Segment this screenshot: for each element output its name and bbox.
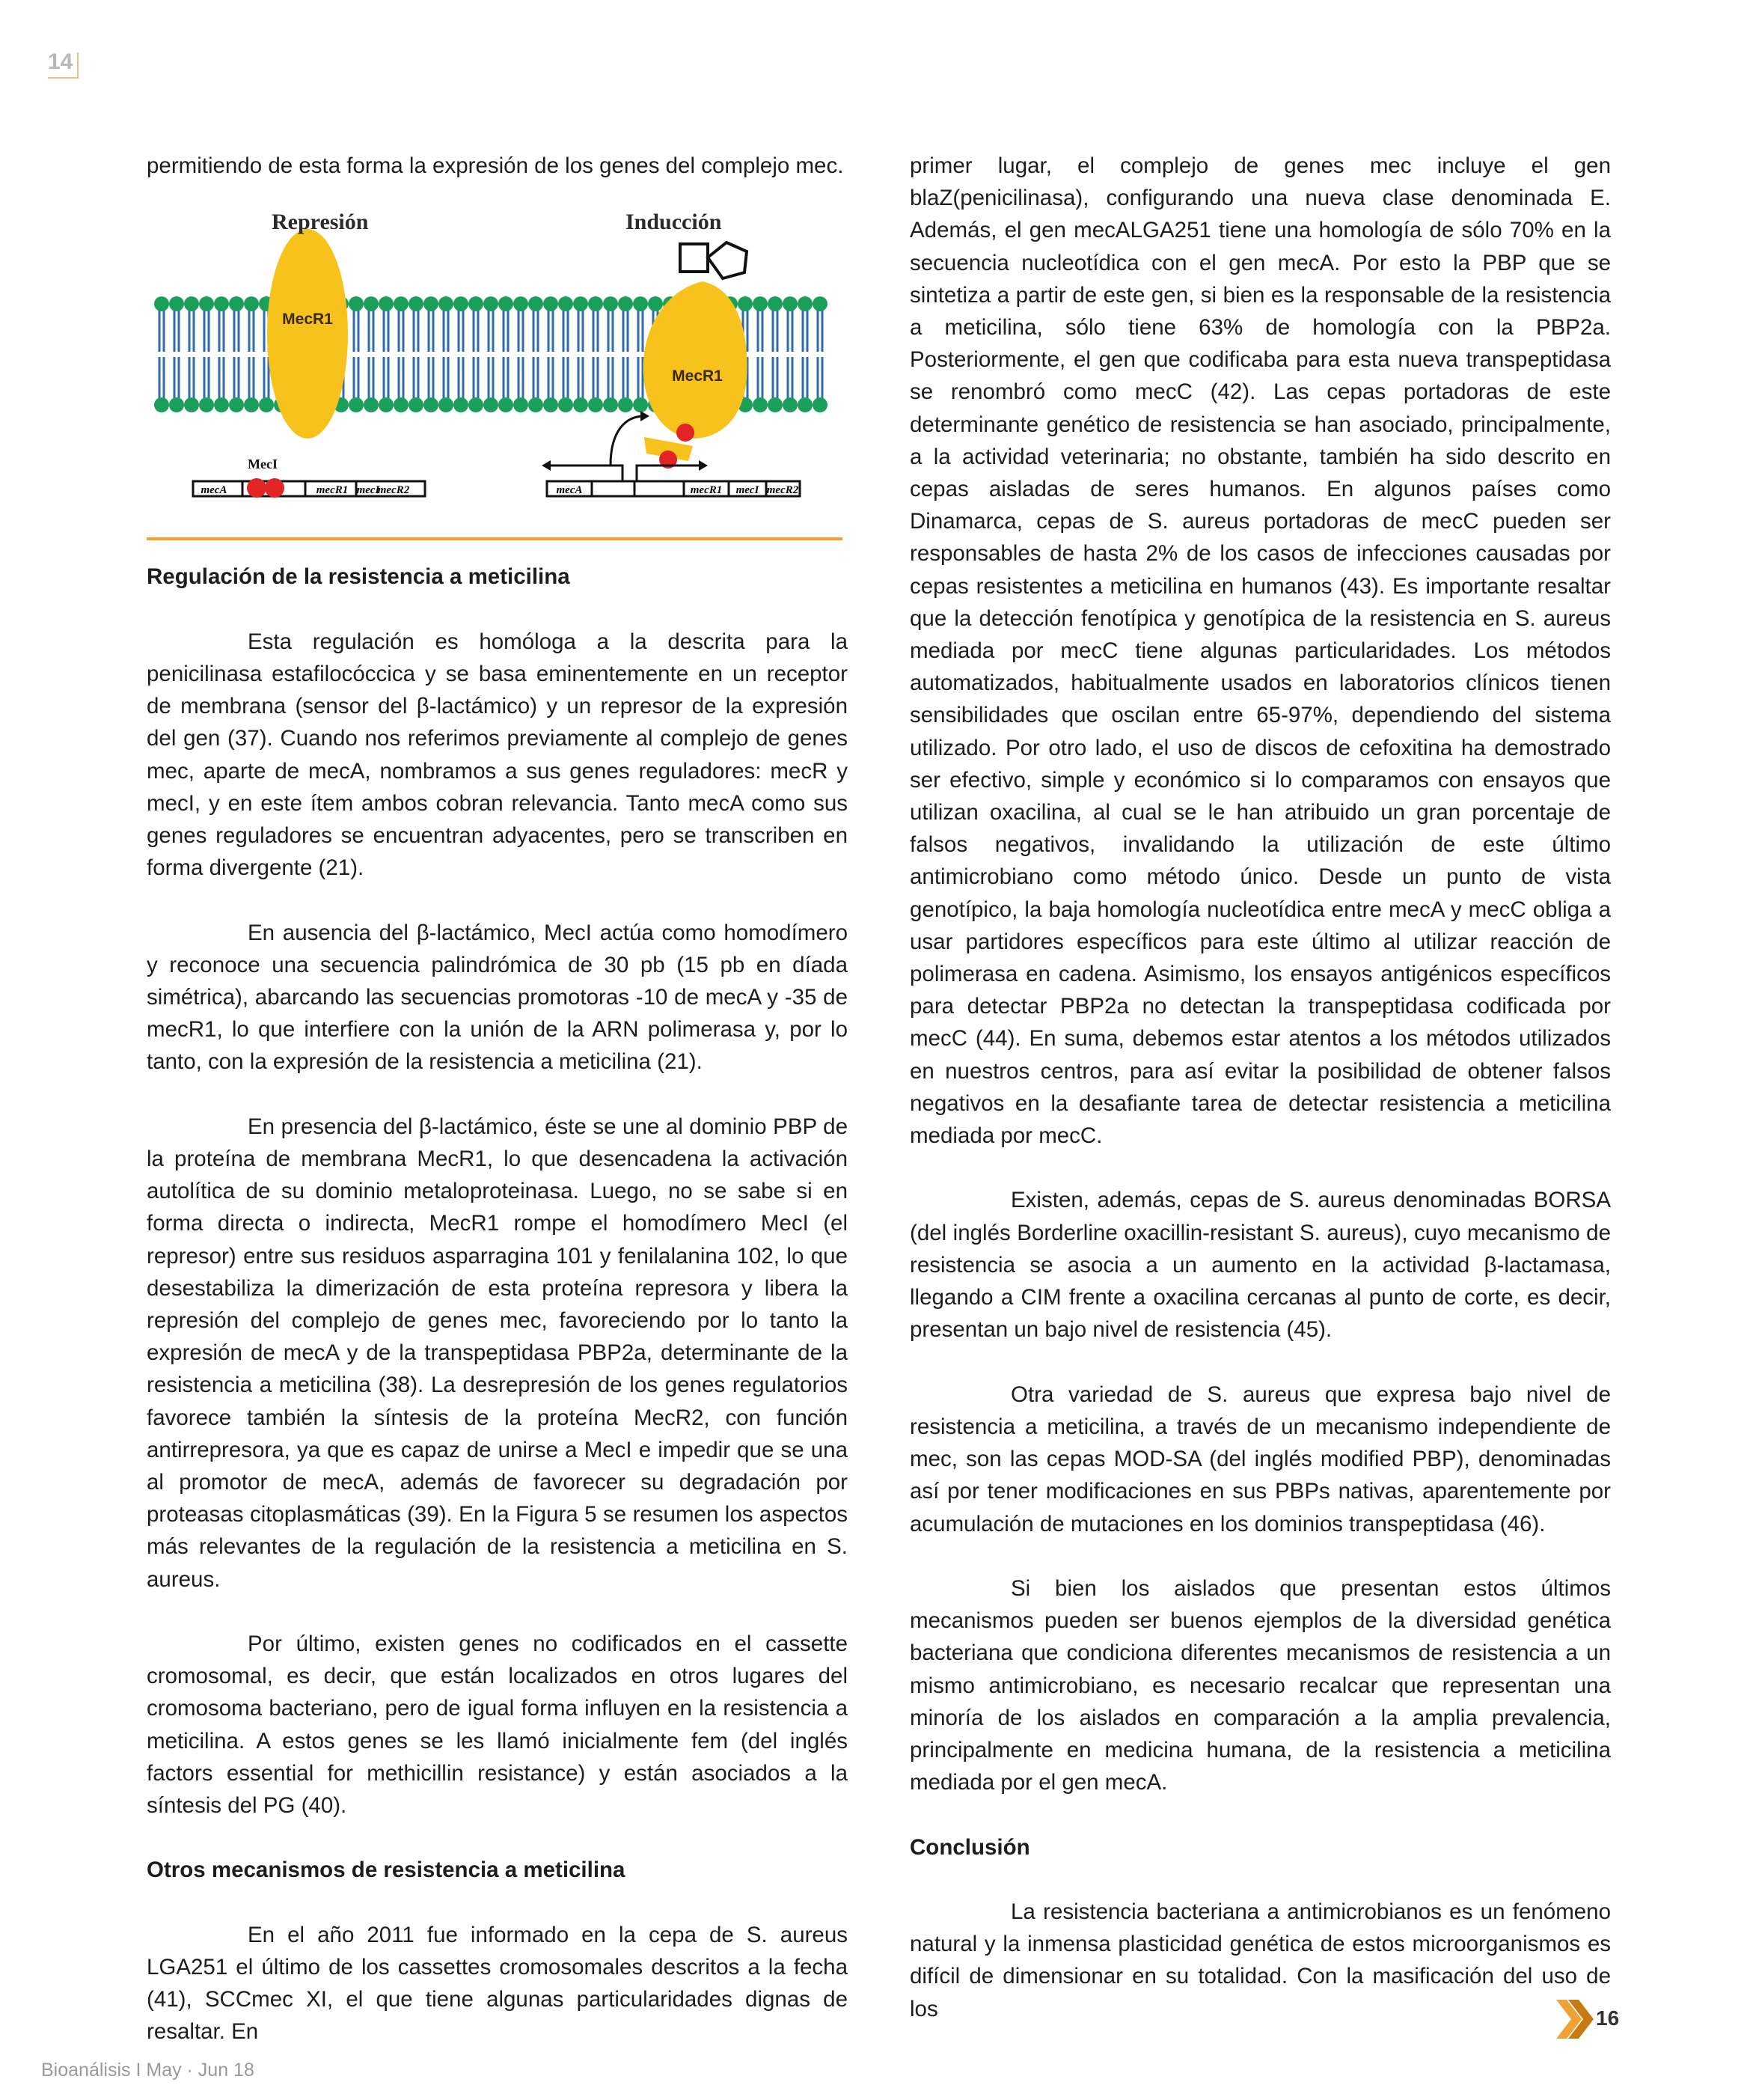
lipid-head [453,296,468,311]
beta-lactam-square [680,244,708,272]
lipid-head [423,296,438,311]
page-number-top-base [48,77,79,79]
lipid-head [798,397,813,412]
lipid-head [543,397,558,412]
lipid-head [409,296,423,311]
lipid-head [453,397,468,412]
induction-arrow [611,416,644,466]
lipid-head [438,397,453,412]
gene-label: mecI [356,484,380,497]
paragraph: Esta regulación es homóloga a la descrita para la penicilinasa estafilocóccica y se basa eminentemente en un receptor de membrana (sensor del β-lactámico) y un represor de la expresión del gen (37). Cuando nos referimos previamente al complejo de genes mec, aparte de mecA, nombramos a sus genes reguladores: mecR y mecI, y en este ítem ambos cobran relevancia. Tanto mecA como sus genes reguladores se encuentran adyacentes, pero se transcriben en forma divergente (21). [147,629,848,881]
lipid-head [364,397,379,412]
lipid-head [244,397,259,412]
lipid-head [573,296,588,311]
mecl-label: MecI [248,457,278,472]
paragraph: En ausencia del β-lactámico, MecI actúa como homodímero y reconoce una secuencia palindrómica de 30 pb (15 pb en díada simétrica), abarcando las secuencias promotoras -10 de mecA y -35 de mecR1, lo que interfiere con la unión de la ARN polimerasa y, por lo tanto, con la expresión de la resistencia a meticilina (21). [147,920,848,1075]
chevron-icon [1556,2000,1594,2039]
gene-label: mecR1 [690,484,723,497]
lipid-head [364,296,379,311]
gene-label: mecI [735,484,759,497]
lipid-head [498,296,513,311]
lipid-head [558,397,573,412]
lipid-head [229,397,244,412]
lipid-head [633,296,648,311]
lipid-head [259,397,274,412]
lipid-head [214,397,229,412]
label-repression: Represión [272,210,369,235]
transcription-arrow-meca [548,466,622,481]
lipid-head [813,296,827,311]
lipid-head [768,296,783,311]
lipid-head [648,296,663,311]
lipid-head [438,296,453,311]
paragraph: En presencia del β-lactámico, éste se une al dominio PBP de la proteína de membrana MecR1, lo que desencadena la activación autolítica de su dominio metaloproteinasa. Luego, no se sabe si en forma directa o indirecta, MecR1 rompe el homodímero MecI (el represor) entre sus residuos asparragina 101 y fenilalanina 102, lo que desestabiliza la dimerización de esta proteína represora y libera la represión del complejo de genes mec, favoreciendo por lo tanto la expresión de mecA y de la transpeptidasa PBP2a, determinante de la resistencia a meticilina (38). La desrepresión de los genes regulatorios favorece también la síntesis de la proteína MecR2, con función antirrepresora, ya que es capaz de unirse a MecI e impedir que se una al promotor de mecA, además de favorecer su degradación por proteasas citoplasmáticas (39). En la Figura 5 se resumen los aspectos más relevantes de la regulación de la resistencia a meticilina en S. aureus. [147,1114,848,1592]
lipid-head [543,296,558,311]
lipid-head [783,296,798,311]
lipid-head [618,296,633,311]
lipid-head [244,296,259,311]
lipid-head [813,397,827,412]
lipid-head [768,397,783,412]
mecr1-protein-left [267,229,348,439]
intro-line: permitiendo de esta forma la expresión de los genes del complejo mec. [147,153,844,178]
mecr1-label-right: MecR1 [672,367,723,385]
lipid-head [169,296,184,311]
page-number-bottom: 16 [1596,2006,1620,2030]
lipid-head [468,296,483,311]
page-number-top: 14 [48,49,73,74]
lipid-head [573,397,588,412]
lipid-head [199,397,214,412]
lipid-head [409,397,423,412]
beta-lactam-pentagon [708,242,747,278]
lipid-head [394,397,409,412]
lipid-head [753,296,768,311]
lipid-head [184,296,199,311]
lipid-head [603,397,618,412]
lipid-head [798,296,813,311]
repressor-dot [676,424,694,442]
paragraph: En el año 2011 fue informado en la cepa de S. aureus LGA251 el último de los cassettes cromosomales descritos a la fecha (41), SCCmec XI, el que tiene algunas particularidades dignas de resaltar. En [147,1922,848,2045]
lipid-head [349,296,364,311]
repressor-bound-dot [247,478,266,498]
right-column [910,150,1611,2025]
mecr1-label-left: MecR1 [282,311,333,329]
lipid-head [618,397,633,412]
paragraph: Por último, existen genes no codificados en el cassette cromosomal, es decir, que están localizados en otros lugares del cromosoma bacteriano, pero de igual forma influyen en la resistencia a meticilina. A estos genes se les llamó inicialmente fem (del inglés factors essential for methicillin resistance) y están asociados a la síntesis del PG (40). [147,1632,848,1819]
lipid-head [423,397,438,412]
section-heading: Regulación de la resistencia a meticilina [147,564,570,590]
lipid-head [229,296,244,311]
lipid-head [394,296,409,311]
figure-5-mec-regulation [147,192,842,530]
lipid-head [483,296,498,311]
lipid-head [603,296,618,311]
lipid-head [513,397,528,412]
lipid-head [184,397,199,412]
mec-regulation-diagram [147,192,842,530]
section-heading: Conclusión [910,1834,1030,1860]
paragraph: Otra variedad de S. aureus que expresa bajo nivel de resistencia a meticilina, a través de un mecanismo independiente de mec, son las cepas MOD-SA (del inglés modified PBP), denominadas así por tener modificaciones en sus PBPs nativas, aparentemente por acumulación de mutaciones en los dominios transpeptidasa (46). [910,1382,1611,1536]
lipid-head [528,397,543,412]
label-induction: Inducción [625,210,722,235]
section-heading: Otros mecanismos de resistencia a meticilina [147,1858,625,1883]
lipid-head [783,397,798,412]
page-number-top-rule [77,52,79,78]
lipid-head [498,397,513,412]
lipid-head [483,397,498,412]
lipid-head [154,397,169,412]
lipid-head [199,296,214,311]
lipid-head [214,296,229,311]
lipid-head [588,296,603,311]
gene-label: mecR2 [377,484,410,497]
lipid-head [169,397,184,412]
lipid-head [738,296,753,311]
lipid-head [349,397,364,412]
lipid-head [379,397,394,412]
paragraph: Si bien los aislados que presentan estos últimos mecanismos pueden ser buenos ejemplos de la diversidad genética bacteriana que condiciona diferentes mecanismos de resistencia a un mismo antimicrobiano, es necesario recalcar que representan una minoría de los aislados en comparación a la amplia prevalencia, principalmente en medicina humana, de la resistencia a meticilina mediada por el gen mecA. [910,1575,1611,1795]
gene-label: mecA [201,484,227,497]
footer-publication: Bioanálisis I May · Jun 18 [41,2060,254,2081]
paragraph: Existen, además, cepas de S. aureus denominadas BORSA (del inglés Borderline oxacillin-resistant S. aureus), cuyo mecanismo de resistencia se asocia a un aumento en la actividad β-lactamasa, llegando a CIM frente a oxacilina cercanas al punto de corte, es decir, presentan un bajo nivel de resistencia (45). [910,1188,1611,1343]
gene-label: mecR2 [766,484,799,497]
paragraph: primer lugar, el complejo de genes mec incluye el gen blaZ(penicilinasa), configurando una nueva clase denominada E. Además, el gen mecALGA251 tiene una homología de sólo 70% en la secuencia nucleotídica con el gen mecA. Por esto la PBP que se sintetiza a partir de este gen, si bien es la responsable de la resistencia a meticilina, sólo tiene 63% de homología con la PBP2a. Posteriormente, el gen que codificaba para esta nueva transpeptidasa se renombró como mecC (42). Las cepas portadoras de este determinante genético de resistencia se han asociado, principalmente, a la actividad veterinaria; no obstante, también ha sido descrito en cepas aisladas de seres humanos. En algunos países como Dinamarca, cepas de S. aureus portadoras de mecC pueden ser responsables de hasta 2% de los casos de infecciones causadas por cepas resistentes a meticilina en humanos (43). Es importante resaltar que la detección fenotípica y genotípica de la resistencia en S. aureus mediada por mecC tiene algunas particularidades. Los métodos automatizados, habitualmente usados en laboratorios clínicos tienen sensibilidades que oscilan entre 65-97%, dependiendo del sistema utilizado. Por otro lado, el uso de discos de cefoxitina ha demostrado ser efectivo, simple y económico si lo comparamos con ensayos que utilizan oxacilina, al cual se le han atribuido un gran porcentaje de falsos negativos, invalidando la utilización de este último antimicrobiano como método único. Desde un punto de vista genotípico, la baja homología nucleotídica entre mecA y mecC obliga a usar partidores específicos para este último al utilizar reacción de polimerasa en cadena. Asimismo, los ensayos antigénicos específicos para detectar PBP2a no detectan la transpeptidasa codificada por mecC (44). En suma, debemos estar atentos a los métodos utilizados en nuestros centros, para así evitar la posibilidad de obtener falsos negativos en la desafiante tarea de detectar resistencia a meticilina mediada por mecC. [910,153,1611,1149]
repressor-bound-dot [265,478,284,498]
paragraph: La resistencia bacteriana a antimicrobianos es un fenómeno natural y la inmensa plasticidad genética de estos microorganismos es difícil de dimensionar en su totalidad. Con la masificación del uso de los [910,1899,1611,2021]
gene-label: mecR1 [316,484,349,497]
left-column [147,150,848,2048]
lipid-head [633,397,648,412]
lipid-head [468,397,483,412]
lipid-head [588,397,603,412]
gene-bar-right [547,481,800,496]
lipid-head [528,296,543,311]
lipid-head [753,397,768,412]
lipid-head [558,296,573,311]
lipid-head [379,296,394,311]
lipid-head [154,296,169,311]
lipid-head [513,296,528,311]
gene-label: mecA [556,484,583,497]
